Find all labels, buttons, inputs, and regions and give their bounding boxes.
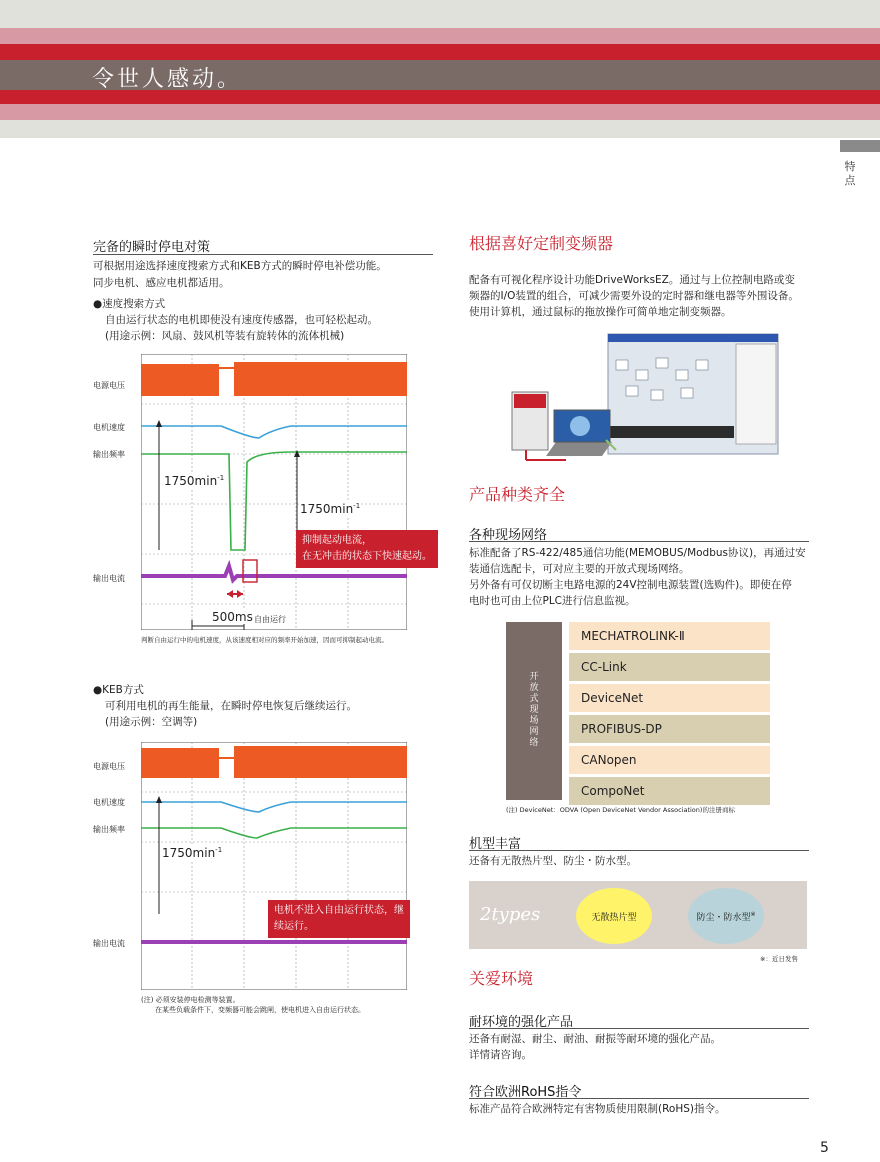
sec3-sub1: 耐环境的强化产品 [469, 1015, 574, 1030]
driveworks-illustration [506, 330, 781, 465]
chart1-sup-1: -1 [217, 474, 225, 482]
sec2-text-3: 另外备有可仅切断主电路电源的24V控制电源装置(选购件)。即使在停 [469, 579, 792, 591]
sec1-text-2: 频器的I/O装置的组合，可减少需要外设的定时器和继电器等外围设备。 [469, 290, 799, 302]
chart2-plot [141, 742, 407, 990]
type-a-label: 无散热片型 [591, 913, 637, 923]
network-item: CANopen [569, 746, 770, 774]
chart1-plot [141, 354, 407, 630]
chart2-callout-line1: 电机不进入自由运行状态，继 [274, 905, 404, 916]
method2-desc1: 可利用电机的再生能量，在瞬时停电恢复后继续运行。 [105, 700, 357, 712]
left-heading-rule [93, 254, 433, 255]
network-item: CompoNet [569, 777, 770, 805]
network-label: 开放式现场网络 [529, 672, 539, 748]
chart2-label-freq: 输出频率 [93, 825, 125, 834]
type-b-text: 防尘・防水型 [696, 913, 751, 923]
sec1-text-1: 配备有可视化程序设计功能DriveWorksEZ。通过与上位控制电路或变 [469, 274, 795, 286]
sec2-sub2: 机型丰富 [469, 837, 522, 852]
chart2-label-speed: 电机速度 [93, 798, 125, 807]
chart1-sup-2: -1 [353, 502, 361, 510]
chart1-speed-value-1: 1750min [164, 474, 218, 488]
chart1-label-voltage: 电源电压 [93, 381, 125, 390]
sec2-heading: 产品种类齐全 [469, 485, 566, 504]
network-note: (注) DeviceNet：ODVA (Open DeviceNet Vendor Association)的注册商标 [506, 806, 735, 814]
sec2-sub1-rule [469, 541, 809, 542]
sec2-sub2-rule [469, 850, 809, 851]
network-item: CC-Link [569, 653, 770, 681]
chart1-callout [296, 530, 438, 568]
method2-title: ●KEB方式 [93, 684, 144, 696]
method1-title: ●速度搜索方式 [93, 298, 166, 310]
left-intro-1: 可根据用途选择速度搜索方式和KEB方式的瞬时停电补偿功能。 [93, 260, 387, 272]
network-item: MECHATROLINK-Ⅱ [569, 622, 770, 650]
sec3-text1-2: 详情请咨询。 [469, 1049, 532, 1061]
network-item: PROFIBUS-DP [569, 715, 770, 743]
sec2-text-2: 装通信选配卡，可对应主要的开放式现场网络。 [469, 563, 690, 575]
sec3-heading: 关爱环境 [469, 969, 534, 988]
left-note-2: 在某些负载条件下，变频器可能会跳闸，使电机进入自由运行状态。 [155, 1006, 365, 1014]
chart2-speed-label [162, 846, 222, 860]
sec3-sub1-rule [469, 1028, 809, 1029]
chart1-free: 自由运行 [254, 615, 286, 624]
method1-desc2: (用途示例：风扇、鼓风机等装有旋转体的流体机械) [105, 330, 345, 342]
types-logo: 2types [480, 904, 541, 925]
chart1-speed-value-2: 1750min [300, 502, 354, 516]
method2-desc2: (用途示例：空调等) [105, 716, 198, 728]
chart1-caption: 判断自由运行中的电机速度，从该速度相对应的频率开始加速，因而可抑制起动电流。 [141, 636, 388, 644]
sec1-heading: 根据喜好定制变频器 [469, 234, 614, 253]
chart1-label-speed: 电机速度 [93, 423, 125, 432]
network-item: DeviceNet [569, 684, 770, 712]
left-note-1: (注) 必须安装停电检测等装置。 [141, 996, 240, 1004]
sec2-types-text: 还备有无散热片型、防尘・防水型。 [469, 855, 637, 867]
chart2-label-voltage: 电源电压 [93, 762, 125, 771]
sec1-text-3: 使用计算机，通过鼠标的拖放操作可简单地定制变频器。 [469, 306, 732, 318]
sec3-sub2-rule [469, 1098, 809, 1099]
sec3-sub2: 符合欧洲RoHS指令 [469, 1085, 582, 1100]
page-title: 令世人感动。 [92, 67, 243, 92]
chart1-time: 500ms [212, 610, 253, 624]
sec2-text-4: 电时也可由上位PLC进行信息监视。 [469, 595, 636, 607]
side-tab [840, 140, 880, 152]
chart1-speed-label-2 [300, 502, 360, 516]
sec2-sub1: 各种现场网络 [469, 528, 548, 543]
chart1-label-freq: 输出频率 [93, 450, 125, 459]
sec2-text-1: 标准配备了RS-422/485通信功能(MEMOBUS/Modbus协议)，再通过安 [469, 547, 806, 559]
sec3-text1-1: 还备有耐湿、耐尘、耐油、耐振等耐环境的强化产品。 [469, 1033, 721, 1045]
chart2-label-current: 输出电流 [93, 939, 125, 948]
chart1-callout-line2: 在无冲击的状态下快速起动。 [302, 551, 432, 562]
types-note: ※：近日发售 [760, 955, 798, 963]
method1-desc1: 自由运行状态的电机即使没有速度传感器，也可轻松起动。 [105, 314, 378, 326]
chart2-callout [268, 900, 410, 938]
left-heading: 完备的瞬时停电对策 [93, 240, 211, 255]
chart2-speed-value: 1750min [162, 846, 216, 860]
chart1-callout-line1: 抑制起动电流， [302, 535, 372, 546]
sec3-text2: 标准产品符合欧洲特定有害物质使用限制(RoHS)指令。 [469, 1103, 726, 1115]
chart1-label-current: 输出电流 [93, 574, 125, 583]
type-b-label [688, 910, 764, 923]
type-b-mark: ※ [750, 911, 756, 918]
side-label: 特点 [844, 160, 856, 187]
chart2-sup: -1 [215, 846, 223, 854]
chart1-speed-label-1 [164, 474, 224, 488]
left-intro-2: 同步电机、感应电机都适用。 [93, 277, 230, 289]
chart2-callout-line2: 续运行。 [274, 921, 314, 932]
page-number: 5 [820, 1140, 829, 1156]
